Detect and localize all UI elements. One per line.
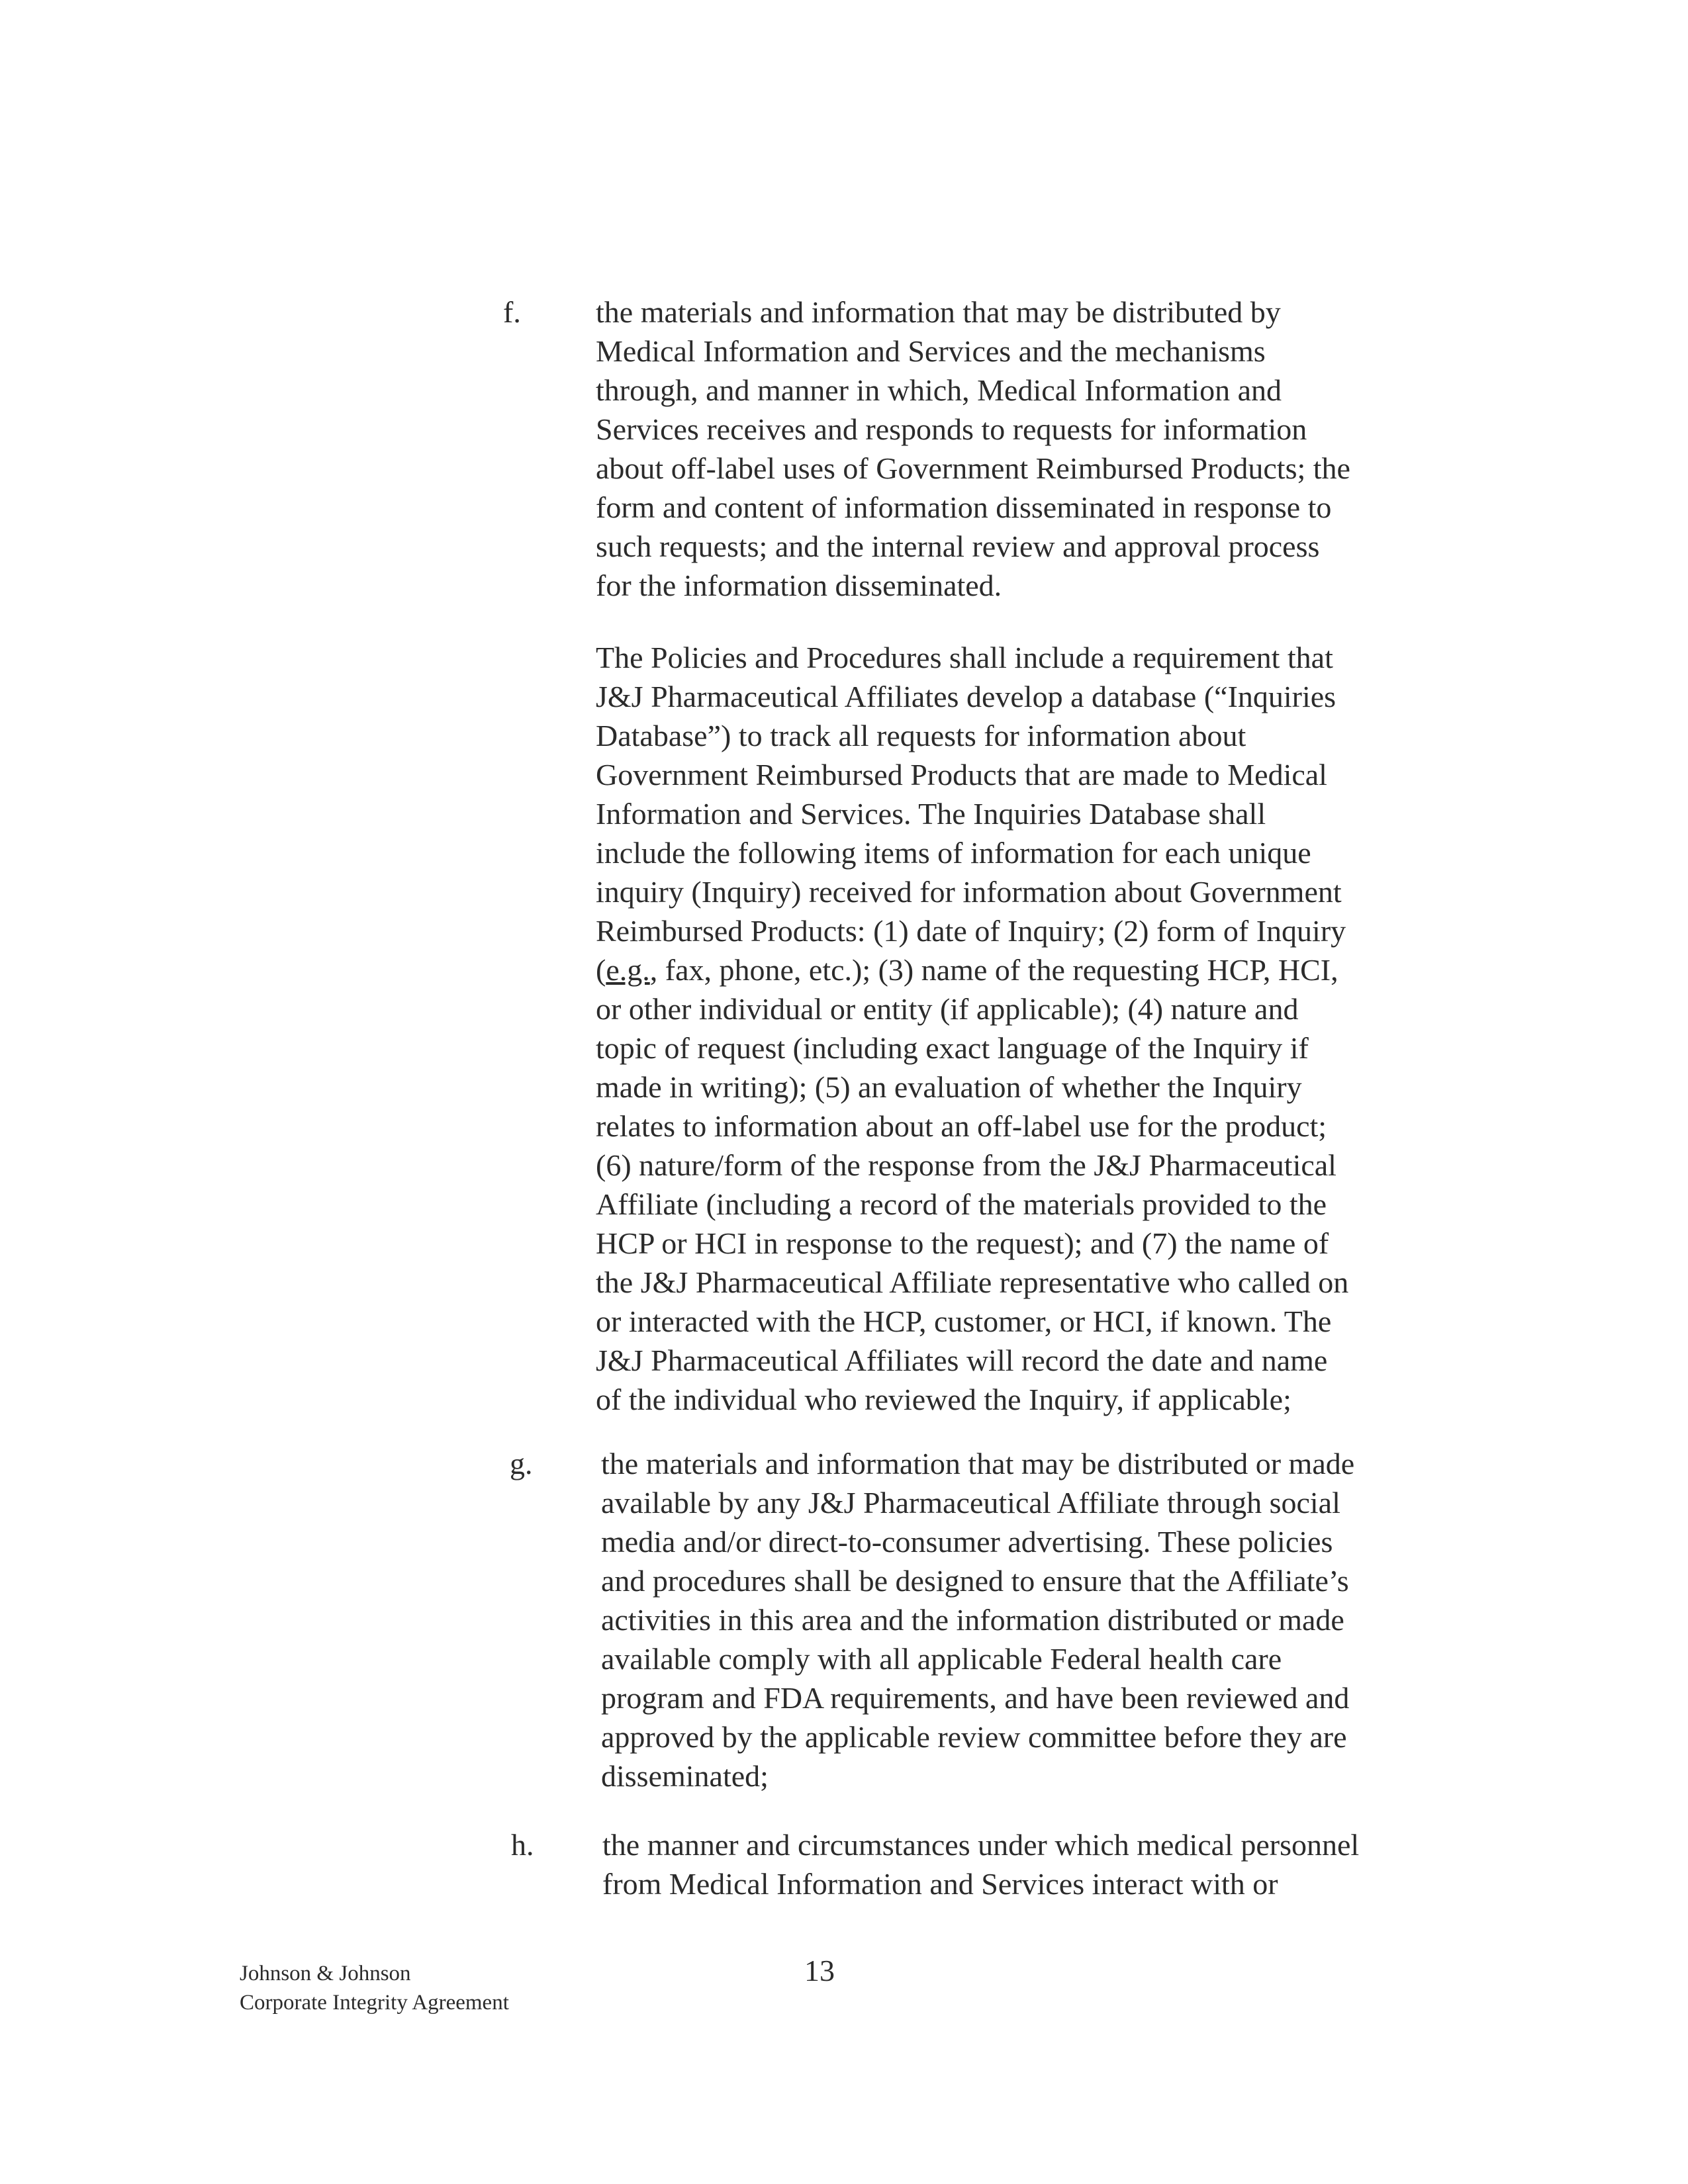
text-line: about off-label uses of Government Reimbursed Products; the [596, 451, 1350, 485]
item-g-label: g. [510, 1447, 533, 1480]
text-line: The Policies and Procedures shall include a requirement that [596, 641, 1333, 674]
item-g-text [601, 1444, 1435, 1796]
text-line: approved by the applicable review committee before they are [601, 1720, 1347, 1754]
text-line [596, 950, 1430, 989]
text-line: Government Reimbursed Products that are made to Medical [596, 758, 1327, 792]
text-line: disseminated; [601, 1759, 769, 1793]
text-line: or interacted with the HCP, customer, or HCI, if known. The [596, 1304, 1332, 1338]
text-line: J&J Pharmaceutical Affiliates will record the date and name [596, 1343, 1328, 1377]
item-f-label: f. [503, 295, 521, 329]
page-number: 13 [804, 1954, 835, 1987]
text-line: program and FDA requirements, and have been reviewed and [601, 1681, 1350, 1715]
text-line: Reimbursed Products: (1) date of Inquiry; (2) form of Inquiry [596, 914, 1346, 948]
text-line: or other individual or entity (if applicable); (4) nature and [596, 992, 1299, 1026]
item-h-label: h. [511, 1828, 534, 1862]
text-line: inquiry (Inquiry) received for information about Government [596, 875, 1342, 909]
text-line: the materials and information that may be distributed by [596, 295, 1281, 329]
text-line: activities in this area and the information distributed or made [601, 1603, 1344, 1637]
text-line: for the information disseminated. [596, 569, 1002, 602]
text-line: Medical Information and Services and the mechanisms [596, 334, 1266, 368]
text-line: Information and Services. The Inquiries Database shall [596, 797, 1266, 831]
footer-document-title: Corporate Integrity Agreement [240, 1991, 509, 2015]
text-line: Database”) to track all requests for information about [596, 719, 1246, 752]
footer-company: Johnson & Johnson [240, 1962, 411, 1985]
text-line: (6) nature/form of the response from the J&J Pharmaceutical [596, 1148, 1336, 1182]
text-line: media and/or direct-to-consumer advertising. These policies [601, 1525, 1333, 1559]
text-line: the materials and information that may be distributed or made [601, 1447, 1355, 1480]
text-line: form and content of information disseminated in response to [596, 490, 1332, 524]
text-line: such requests; and the internal review and approval process [596, 529, 1320, 563]
text-line: include the following items of information for each unique [596, 836, 1311, 870]
item-f-text [596, 293, 1430, 605]
text-fragment: , fax, phone, etc.); (3) name of the requesting HCP, HCI, [649, 953, 1338, 987]
text-line: Services receives and responds to requests for information [596, 412, 1307, 446]
text-line: Affiliate (including a record of the materials provided to the [596, 1187, 1327, 1221]
text-line: made in writing); (5) an evaluation of whether the Inquiry [596, 1070, 1302, 1104]
footer-document-info [240, 1959, 509, 2017]
text-line: from Medical Information and Services interact with or [602, 1867, 1278, 1901]
text-line: and procedures shall be designed to ensure that the Affiliate’s [601, 1564, 1349, 1598]
text-fragment: ( [596, 953, 606, 987]
underlined-eg: e.g. [606, 953, 650, 987]
text-line: through, and manner in which, Medical Information and [596, 373, 1282, 407]
text-line: of the individual who reviewed the Inquiry, if applicable; [596, 1383, 1291, 1416]
text-line: relates to information about an off-label use for the product; [596, 1109, 1327, 1143]
inquiries-database-paragraph [596, 638, 1430, 1419]
text-line: the J&J Pharmaceutical Affiliate representative who called on [596, 1265, 1349, 1299]
text-line: topic of request (including exact language of the Inquiry if [596, 1031, 1309, 1065]
text-line: available by any J&J Pharmaceutical Affiliate through social [601, 1486, 1340, 1520]
text-line: the manner and circumstances under which medical personnel [602, 1828, 1360, 1862]
text-line: HCP or HCI in response to the request); and (7) the name of [596, 1226, 1329, 1260]
text-line: available comply with all applicable Federal health care [601, 1642, 1282, 1676]
text-line: J&J Pharmaceutical Affiliates develop a database (“Inquiries [596, 680, 1336, 713]
item-h-text [602, 1825, 1436, 1903]
